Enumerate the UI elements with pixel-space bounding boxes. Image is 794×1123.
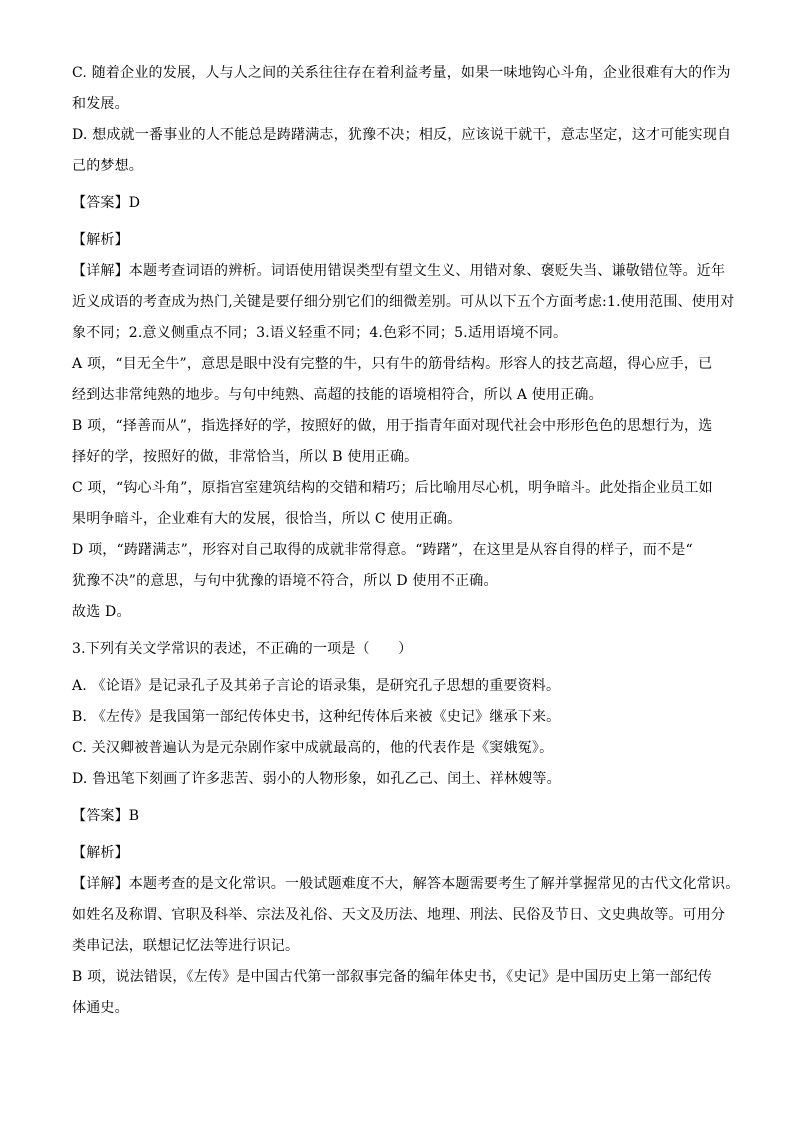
q3-analysis-label: 【解析】 xyxy=(72,845,129,861)
conclusion-line: 故选 D。 xyxy=(72,604,131,620)
q3-option-c: C. 关汉卿被普遍认为是元杂剧作家中成就最高的，他的代表作是《窦娥冤》。 xyxy=(72,740,554,756)
q3-option-d: D. 鲁迅笔下刻画了许多悲苦、弱小的人物形象，如孔乙己、闰土、祥林嫂等。 xyxy=(72,771,561,787)
analysis-label: 【解析】 xyxy=(72,232,129,248)
q3-option-a: A. 《论语》是记录孔子及其弟子言论的语录集，是研究孔子思想的重要资料。 xyxy=(72,678,561,694)
question-3: 3.下列有关文学常识的表述，不正确的一项是（ ） xyxy=(72,641,413,657)
item-c-line-2: 果明争暗斗，企业难有大的发展，很恰当，所以 C 使用正确。 xyxy=(72,511,462,527)
answer-label: 【答案】D xyxy=(72,195,141,211)
detail-line-2: 近义成语的考查成为热门,关键是要仔细分别它们的细微差别。可从以下五个方面考虑:1.使用范围、使用对 xyxy=(72,294,735,310)
q3-detail-line-2: 如姓名及称谓、官职及科举、宗法及礼俗、天文及历法、地理、刑法、民俗及节日、文史典故等。可用分 xyxy=(72,907,726,923)
detail-line-1: 【详解】本题考查词语的辨析。词语使用错误类型有望文生义、用错对象、褒贬失当、谦敬错位等。近年 xyxy=(72,263,726,279)
q3-item-b-line-2: 体通史。 xyxy=(72,1000,129,1016)
option-c-line-2: 和发展。 xyxy=(72,96,129,112)
item-b-line-2: 择好的学，按照好的做，非常恰当，所以 B 使用正确。 xyxy=(72,449,419,465)
item-c-line-1: C 项，“钩心斗角”，原指宫室建筑结构的交错和精巧；后比喻用尽心机，明争暗斗。此处指企业员工如 xyxy=(72,480,713,496)
q3-answer-label: 【答案】B xyxy=(72,808,140,824)
item-a-line-1: A 项，“目无全牛”，意思是眼中没有完整的牛，只有牛的筋骨结构。形容人的技艺高超，得心应手，已 xyxy=(72,356,713,372)
option-d-line-2: 己的梦想。 xyxy=(72,158,143,174)
detail-line-3: 象不同；2.意义侧重点不同；3.语义轻重不同；4.色彩不同；5.适用语境不同。 xyxy=(72,325,568,341)
item-d-line-2: 犹豫不决”的意思，与句中犹豫的语境不符合，所以 D 使用不正确。 xyxy=(72,573,498,589)
item-b-line-1: B 项，“择善而从”，指选择好的学，按照好的做，用于指青年面对现代社会中形形色色的思想行为，选 xyxy=(72,418,713,434)
q3-option-b: B. 《左传》是我国第一部纪传体史书，这种纪传体后来被《史记》继承下来。 xyxy=(72,709,561,725)
option-d-line-1: D. 想成就一番事业的人不能总是踌躇满志，犹豫不决；相反，应该说干就干，意志坚定，这才可能实现自 xyxy=(72,127,732,143)
document-page xyxy=(72,58,740,1024)
option-c-line-1: C. 随着企业的发展，人与人之间的关系往往存在着利益考量，如果一味地钩心斗角，企业很难有大的作为 xyxy=(72,65,731,81)
item-a-line-2: 经到达非常纯熟的地步。与句中纯熟、高超的技能的语境相符合，所以 A 使用正确。 xyxy=(72,387,603,403)
item-d-line-1: D 项，“踌躇满志”，形容对自己取得的成就非常得意。“踌躇”，在这里是从容自得的样子，而不是“ xyxy=(72,542,693,558)
q3-detail-line-1: 【详解】本题考查的是文化常识。一般试题难度不大，解答本题需要考生了解并掌握常见的古代文化常识。 xyxy=(72,876,740,892)
q3-detail-line-3: 类串记法，联想记忆法等进行识记。 xyxy=(72,938,300,954)
q3-item-b-line-1: B 项，说法错误，《左传》是中国古代第一部叙事完备的编年体史书，《史记》是中国历史上第一部纪传 xyxy=(72,969,713,985)
